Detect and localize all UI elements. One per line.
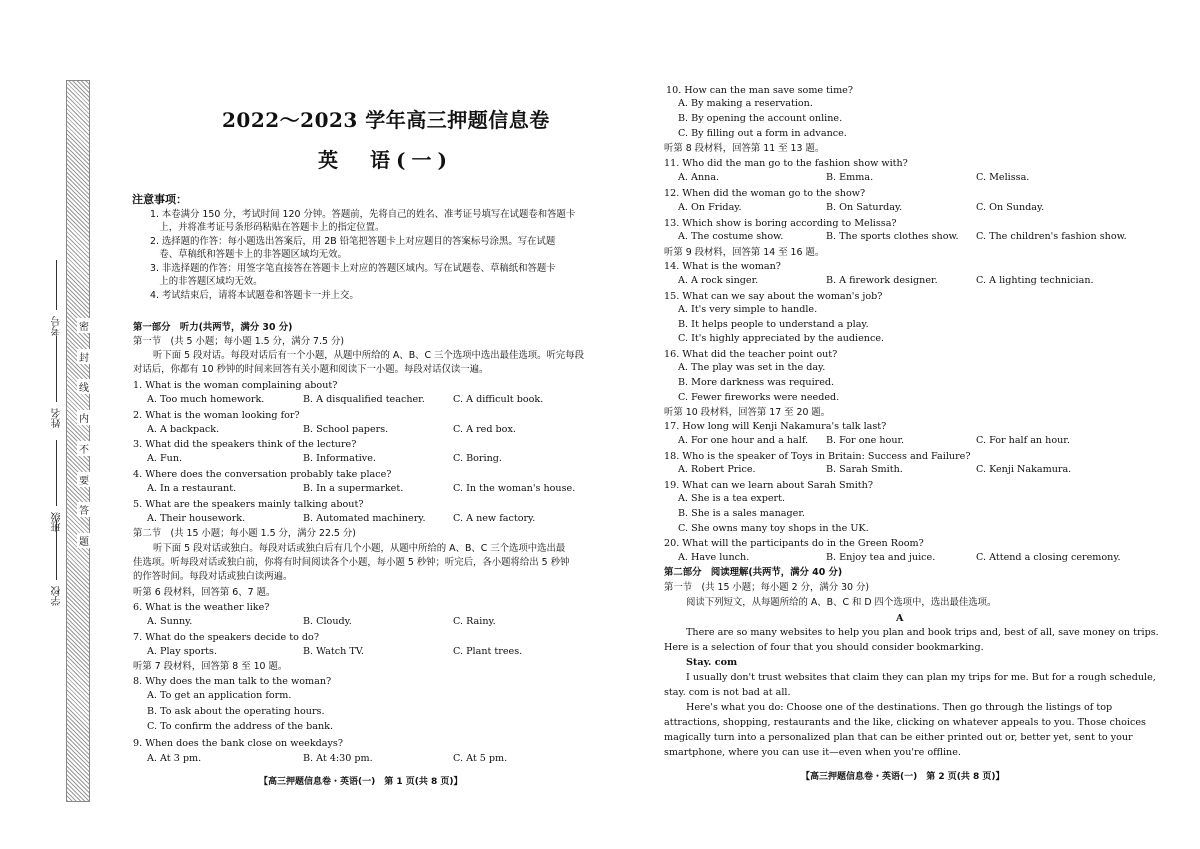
instructions: 听下面 5 段对话。每段对话后有一个小题，从题中所给的 A、B、C 三个选项中选出最佳选项。听完每段 (153, 350, 585, 361)
question-18: 18. Who is the speaker of Toys in Britain: Success and Failure? (664, 451, 971, 462)
question-13: 13. Which show is boring according to Melissa? (664, 218, 897, 229)
seal-line-text: 密 封 线 内 不 要 答 题 (77, 318, 91, 548)
option[interactable]: B. It helps people to understand a play. (678, 319, 869, 330)
option[interactable]: B. In a supermarket. (303, 483, 404, 494)
option[interactable]: B. She is a sales manager. (678, 508, 805, 519)
passage-line: smartphone, where you can use it—even when you're offline. (664, 747, 961, 758)
option[interactable]: A. Their housework. (147, 513, 246, 524)
question-9: 9. When does the bank close on weekdays? (133, 738, 343, 749)
question-2: 2. What is the woman looking for? (133, 410, 300, 421)
passage-line: attractions, shopping, restaurants and the like, clicking on whatever appeals to you. Those choices (664, 717, 1146, 728)
exam-number-label: 考号 (52, 316, 63, 336)
option[interactable]: C. Fewer fireworks were needed. (678, 392, 840, 403)
option[interactable]: C. A red box. (453, 424, 516, 435)
passage-line: Here's what you do: Choose one of the destinations. Then go through the listings of top (686, 702, 1113, 713)
passage-letter: A (896, 613, 904, 624)
option[interactable]: C. A lighting technician. (976, 275, 1094, 286)
instructions: 的作答时间。每段对话或独白读两遍。 (133, 571, 293, 582)
part-heading: 第二部分 阅读理解(共两节，满分 40 分) (664, 567, 843, 578)
option[interactable]: C. In the woman's house. (453, 483, 576, 494)
material-heading: 听第 10 段材料，回答第 17 至 20 题。 (664, 407, 831, 418)
exam-title: 2022～2023 学年高三押题信息卷 (222, 108, 550, 132)
material-heading: 听第 9 段材料，回答第 14 至 16 题。 (664, 247, 825, 258)
option[interactable]: A. By making a reservation. (678, 98, 813, 109)
option[interactable]: B. Enjoy tea and juice. (826, 552, 936, 563)
option[interactable]: A. A rock singer. (678, 275, 759, 286)
option[interactable]: C. Attend a closing ceremony. (976, 552, 1121, 563)
option[interactable]: A. In a restaurant. (147, 483, 237, 494)
notice-line: 上的非答题区域均无效。 (150, 276, 263, 287)
option[interactable]: B. To ask about the operating hours. (147, 706, 325, 717)
option[interactable]: A. At 3 pm. (147, 753, 202, 764)
option[interactable]: B. More darkness was required. (678, 377, 835, 388)
notice-line: 1. 本卷满分 150 分，考试时间 120 分钟。答题前，先将自己的姓名、准考证号填写在试题卷和答题卡 (150, 209, 576, 220)
name-line (56, 336, 57, 402)
option[interactable]: B. Informative. (303, 453, 376, 464)
instructions: 佳选项。听每段对话或独白前，你将有时间阅读各个小题，每小题 5 秒钟；听完后，各小题将给出 5 秒钟 (133, 557, 570, 568)
exam-number-line (56, 260, 57, 310)
option[interactable]: C. A difficult book. (453, 394, 544, 405)
question-19: 19. What can we learn about Sarah Smith? (664, 480, 873, 491)
option[interactable]: C. For half an hour. (976, 435, 1070, 446)
option[interactable]: B. School papers. (303, 424, 389, 435)
instructions: 阅读下列短文，从每题所给的 A、B、C 和 D 四个选项中，选出最佳选项。 (686, 597, 997, 608)
passage-line: I usually don't trust websites that claim they can plan my trips for me. But for a rough schedule, (686, 672, 1156, 683)
option[interactable]: C. Melissa. (976, 172, 1030, 183)
option[interactable]: C. At 5 pm. (453, 753, 508, 764)
class-label: 班级 (52, 512, 63, 532)
option[interactable]: B. A disqualified teacher. (303, 394, 425, 405)
option[interactable]: C. Boring. (453, 453, 502, 464)
option[interactable]: C. The children's fashion show. (976, 231, 1127, 242)
question-3: 3. What did the speakers think of the lecture? (133, 439, 357, 450)
option[interactable]: A. For one hour and a half. (678, 435, 809, 446)
option[interactable]: B. A firework designer. (826, 275, 938, 286)
passage-line: magically turn into a personalized plan that can be either printed out or, better yet, sent to your (664, 732, 1133, 743)
option[interactable]: A. Sunny. (147, 616, 193, 627)
section-heading: 第一节 (共 15 小题；每小题 2 分，满分 30 分) (664, 582, 870, 593)
right-page (600, 0, 1200, 849)
class-line (56, 440, 57, 506)
question-5: 5. What are the speakers mainly talking about? (133, 499, 364, 510)
option[interactable]: B. The sports clothes show. (826, 231, 959, 242)
option[interactable]: C. To confirm the address of the bank. (147, 721, 333, 732)
school-label: 学校 (52, 586, 63, 606)
notice-line: 卷、草稿纸和答题卡上的非答题区域均无效。 (150, 249, 347, 260)
option[interactable]: C. A new factory. (453, 513, 536, 524)
option[interactable]: A. It's very simple to handle. (678, 304, 818, 315)
option[interactable]: A. Have lunch. (678, 552, 750, 563)
option[interactable]: C. Plant trees. (453, 646, 523, 657)
question-11: 11. Who did the man go to the fashion show with? (664, 158, 908, 169)
question-17: 17. How long will Kenji Nakamura's talk last? (664, 421, 887, 432)
question-20: 20. What will the participants do in the Green Room? (664, 538, 924, 549)
option[interactable]: B. Watch TV. (303, 646, 365, 657)
option[interactable]: B. Sarah Smith. (826, 464, 903, 475)
notice-line: 3. 非选择题的作答：用签字笔直接答在答题卡上对应的答题区域内。写在试题卷、草稿纸和答题卡 (150, 263, 556, 274)
question-1: 1. What is the woman complaining about? (133, 380, 338, 391)
option[interactable]: A. Play sports. (147, 646, 217, 657)
option[interactable]: A. Anna. (678, 172, 720, 183)
passage-line: stay. com is not bad at all. (664, 687, 791, 698)
option[interactable]: A. Too much homework. (147, 394, 265, 405)
option[interactable]: B. For one hour. (826, 435, 905, 446)
subject-title: 英 语(一) (318, 148, 453, 172)
material-heading: 听第 7 段材料，回答第 8 至 10 题。 (133, 661, 288, 672)
page-footer: 【高三押题信息卷・英语(一) 第 2 页(共 8 页)】 (801, 772, 1005, 782)
option[interactable]: C. It's highly appreciated by the audience. (678, 333, 885, 344)
page-footer: 【高三押题信息卷・英语(一) 第 1 页(共 8 页)】 (259, 777, 463, 787)
option[interactable]: A. Robert Price. (678, 464, 756, 475)
question-7: 7. What do the speakers decide to do? (133, 632, 319, 643)
option[interactable]: A. A backpack. (147, 424, 220, 435)
option[interactable]: A. To get an application form. (147, 690, 292, 701)
question-12: 12. When did the woman go to the show? (664, 188, 866, 199)
option[interactable]: C. Rainy. (453, 616, 496, 627)
option[interactable]: B. Cloudy. (303, 616, 352, 627)
passage-line: There are so many websites to help you plan and book trips and, best of all, save money on trips. (686, 627, 1159, 638)
notice-line: 2. 选择题的作答：每小题选出答案后，用 2B 铅笔把答题卡上对应题目的答案标号涂黑。写在试题 (150, 236, 556, 247)
instructions: 听下面 5 段对话或独白。每段对话或独白后有几个小题，从题中所给的 A、B、C 三个选项中选出最 (153, 543, 566, 554)
option[interactable]: C. Kenji Nakamura. (976, 464, 1072, 475)
option[interactable]: C. By filling out a form in advance. (678, 128, 847, 139)
notice-line: 4. 考试结束后，请将本试题卷和答题卡一并上交。 (150, 290, 359, 301)
section-heading: 第一节 (共 5 小题；每小题 1.5 分，满分 7.5 分) (133, 336, 344, 347)
question-6: 6. What is the weather like? (133, 602, 270, 613)
site-heading: Stay. com (686, 657, 738, 668)
question-15: 15. What can we say about the woman's job? (664, 291, 883, 302)
option[interactable]: A. The play was set in the day. (678, 362, 826, 373)
option[interactable]: C. She owns many toy shops in the UK. (678, 523, 869, 534)
section-heading: 第二节 (共 15 小题；每小题 1.5 分，满分 22.5 分) (133, 528, 356, 539)
part-heading: 第一部分 听力(共两节，满分 30 分) (133, 322, 293, 333)
question-8: 8. Why does the man talk to the woman? (133, 676, 332, 687)
option[interactable]: B. On Saturday. (826, 202, 903, 213)
question-14: 14. What is the woman? (664, 261, 781, 272)
option[interactable]: B. By opening the account online. (678, 113, 843, 124)
option[interactable]: C. On Sunday. (976, 202, 1045, 213)
option[interactable]: A. On Friday. (678, 202, 742, 213)
question-16: 16. What did the teacher point out? (664, 349, 838, 360)
material-heading: 听第 8 段材料，回答第 11 至 13 题。 (664, 143, 825, 154)
name-label: 姓名 (52, 408, 63, 428)
option[interactable]: A. The costume show. (678, 231, 784, 242)
option[interactable]: A. She is a tea expert. (678, 493, 786, 504)
option[interactable]: B. Automated machinery. (303, 513, 426, 524)
option[interactable]: B. Emma. (826, 172, 874, 183)
notice-line: 上，并将准考证号条形码粘贴在答题卡上的指定位置。 (150, 222, 385, 233)
option[interactable]: B. At 4:30 pm. (303, 753, 373, 764)
material-heading: 听第 6 段材料，回答第 6、7 题。 (133, 587, 276, 598)
instructions: 对话后，你都有 10 秒钟的时间来回答有关小题和阅读下一小题。每段对话仅读一遍。 (133, 364, 489, 375)
passage-line: Here is a selection of four that you should consider bookmarking. (664, 642, 984, 653)
option[interactable]: A. Fun. (147, 453, 183, 464)
question-4: 4. Where does the conversation probably take place? (133, 469, 392, 480)
question-10: 10. How can the man save some time? (666, 85, 853, 96)
notice-title: 注意事项： (132, 193, 187, 206)
